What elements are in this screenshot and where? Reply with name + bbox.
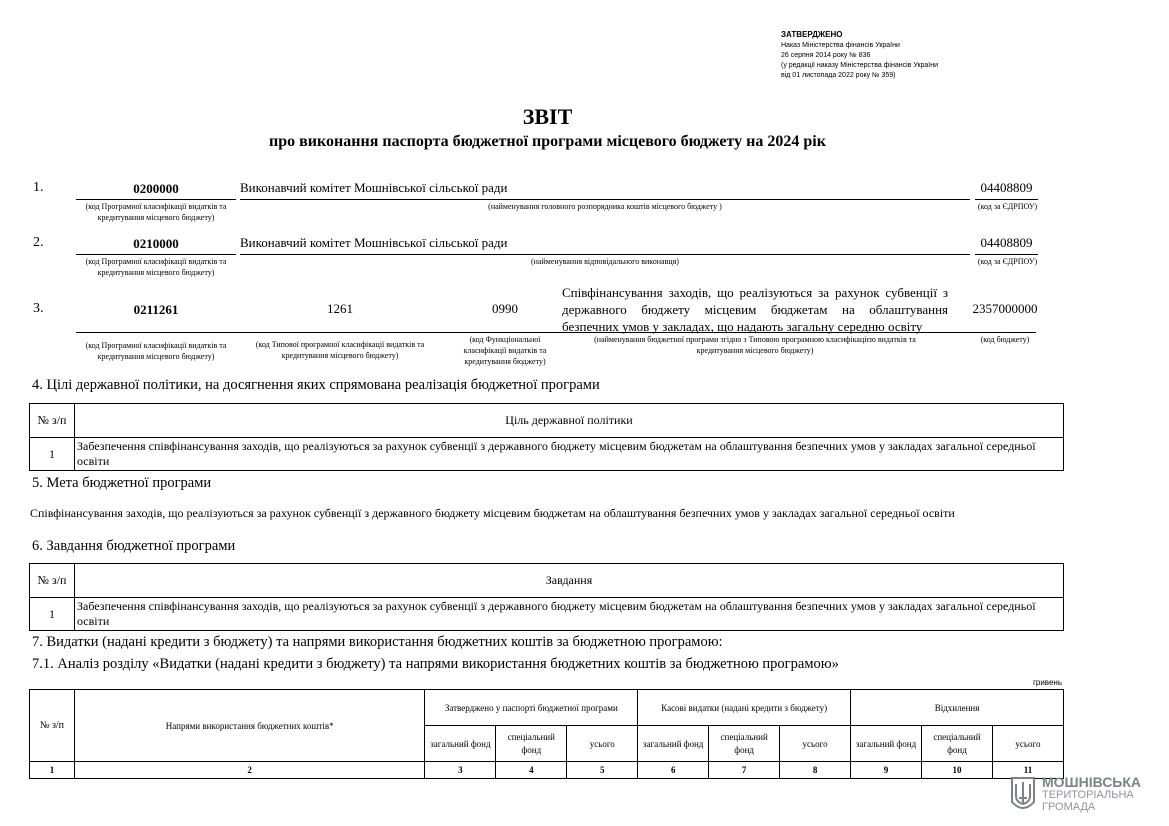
col-goal-header: Ціль державної політики bbox=[75, 404, 1064, 438]
row1-code-caption: (код Програмної класифікації видатків та кредитування місцевого бюджету) bbox=[85, 202, 227, 222]
row2-edrpou-line bbox=[975, 254, 1038, 255]
unit-label: гривень bbox=[1032, 678, 1062, 687]
row1-name-line bbox=[240, 199, 970, 200]
approval-header: ЗАТВЕРДЖЕНО bbox=[781, 30, 843, 39]
policy-goals-table bbox=[29, 403, 1064, 471]
row1-edrpou: 04408809 bbox=[980, 180, 1033, 195]
col-num-header: № з/п bbox=[30, 690, 75, 762]
group-approved-header: Затверджено у паспорті бюджетної програми bbox=[425, 690, 638, 726]
row2-executor-name: Виконавчий комітет Мошнівської сільської ради bbox=[240, 235, 508, 250]
row2-edrpou-caption: (код за ЄДРПОУ) bbox=[977, 257, 1038, 266]
row1-name-caption: (найменування головного розпорядника коштів місцевого бюджету ) bbox=[488, 202, 722, 211]
row2-name-caption: (найменування відповідального виконавця) bbox=[531, 257, 679, 266]
group-cash-header: Касові видатки (надані кредити з бюджету) bbox=[638, 690, 851, 726]
row2-name-line bbox=[240, 254, 970, 255]
row3-fkv-code: 0990 bbox=[492, 301, 518, 316]
expenditure-table bbox=[29, 689, 1064, 779]
col-number: 8 bbox=[780, 762, 851, 779]
program-goal-text: Співфінансування заходів, що реалізуються за рахунок субвенції з державного бюджету місцевим бюджетам на облаштування безпечних умов у закладах загальної середньої освіти bbox=[30, 506, 955, 520]
section7-heading: 7. Видатки (надані кредити з бюджету) та напрями використання бюджетних коштів за бюджетною програмою: bbox=[32, 634, 723, 650]
row3-name-caption: (найменування бюджетної програми згідно з Типовою програмною класифікацією видатків та кредитування місцевого бюджету) bbox=[594, 335, 916, 355]
approval-stamp bbox=[781, 30, 938, 81]
table-row bbox=[30, 598, 1064, 631]
row-text: Забезпечення співфінансування заходів, що реалізуються за рахунок субвенції з державного бюджету місцевим бюджетам на облаштування безпечних умов у закладах загальної середньої освіти bbox=[75, 598, 1064, 631]
row3-line bbox=[76, 332, 1036, 333]
approval-line: (у редакції наказу Міністерства фінансів України bbox=[781, 62, 939, 69]
row-num: 1 bbox=[30, 598, 75, 631]
row3-code-caption: (код Програмної класифікації видатків та кредитування місцевого бюджету) bbox=[85, 341, 227, 361]
col-number: 11 bbox=[992, 762, 1063, 779]
col-number: 1 bbox=[30, 762, 75, 779]
section6-heading: 6. Завдання бюджетної програми bbox=[32, 538, 236, 554]
table-row bbox=[30, 438, 1064, 471]
row3-program-code: 0211261 bbox=[133, 302, 179, 317]
row3-tpkv-caption: (код Типової програмної класифікації видатків та кредитування місцевого бюджету) bbox=[255, 340, 425, 360]
sub-special-fund: спеціальний фонд bbox=[496, 726, 567, 762]
row2-code-line bbox=[76, 254, 236, 255]
col-num-header: № з/п bbox=[30, 564, 75, 598]
sub-special-fund: спеціальний фонд bbox=[709, 726, 780, 762]
row1-edrpou-line bbox=[975, 199, 1038, 200]
sub-total: усього bbox=[567, 726, 638, 762]
row2-edrpou: 04408809 bbox=[980, 235, 1033, 250]
watermark-line1: МОШНІВСЬКА bbox=[1042, 774, 1142, 790]
col-task-header: Завдання bbox=[75, 564, 1064, 598]
sub-total: усього bbox=[780, 726, 851, 762]
col-number: 9 bbox=[851, 762, 922, 779]
group-deviation-header: Відхилення bbox=[851, 690, 1064, 726]
col-number: 5 bbox=[567, 762, 638, 779]
sub-general-fund: загальний фонд bbox=[638, 726, 709, 762]
col-number: 4 bbox=[496, 762, 567, 779]
row3-budget-caption: (код бюджету) bbox=[980, 335, 1030, 344]
sub-general-fund: загальний фонд bbox=[425, 726, 496, 762]
col-number: 2 bbox=[74, 762, 424, 779]
row3-fkv-caption: (код Функціональної класифікації видатків та кредитування бюджету) bbox=[463, 335, 547, 366]
row-num: 1 bbox=[30, 438, 75, 471]
row3-budget-code: 2357000000 bbox=[972, 301, 1038, 316]
row2-program-code: 0210000 bbox=[133, 236, 179, 251]
col-num-header: № з/п bbox=[30, 404, 75, 438]
row1-code-line bbox=[76, 199, 236, 200]
row1-edrpou-caption: (код за ЄДРПОУ) bbox=[977, 202, 1038, 211]
row-text: Забезпечення співфінансування заходів, що реалізуються за рахунок субвенції з державного бюджету місцевим бюджетам на облаштування безпечних умов у закладах загальної середньої освіти bbox=[75, 438, 1064, 471]
col-number: 7 bbox=[709, 762, 780, 779]
section5-heading: 5. Мета бюджетної програми bbox=[32, 475, 212, 491]
sub-special-fund: спеціальний фонд bbox=[921, 726, 992, 762]
report-title: ЗВІТ bbox=[522, 104, 573, 129]
approval-line: Наказ Міністерства фінансів України bbox=[781, 42, 900, 49]
community-watermark bbox=[1010, 775, 1160, 815]
column-numbers-row bbox=[30, 762, 1064, 779]
row3-number: 3. bbox=[33, 301, 44, 316]
row1-number: 1. bbox=[33, 180, 44, 195]
row2-number: 2. bbox=[33, 235, 44, 250]
row2-code-caption: (код Програмної класифікації видатків та кредитування місцевого бюджету) bbox=[85, 257, 227, 277]
trident-emblem-icon bbox=[1010, 776, 1036, 814]
sub-general-fund: загальний фонд bbox=[851, 726, 922, 762]
watermark-line3: ГРОМАДА bbox=[1042, 801, 1096, 813]
section71-heading: 7.1. Аналіз розділу «Видатки (надані кредити з бюджету) та напрями використання бюджетних коштів за бюджетною програмою» bbox=[32, 656, 839, 672]
col-number: 3 bbox=[425, 762, 496, 779]
tasks-table bbox=[29, 563, 1064, 631]
approval-line: 26 серпня 2014 року № 836 bbox=[781, 52, 871, 59]
row1-manager-name: Виконавчий комітет Мошнівської сільської ради bbox=[240, 180, 508, 195]
watermark-line2: ТЕРИТОРІАЛЬНА bbox=[1042, 789, 1134, 801]
row1-program-code: 0200000 bbox=[133, 181, 179, 196]
row3-program-name: Співфінансування заходів, що реалізуються за рахунок субвенції з державного бюджету місцевим бюджетам на облаштування безпечних умов у закладах, що надають загальну середню освіту bbox=[562, 285, 948, 334]
col-number: 6 bbox=[638, 762, 709, 779]
report-subtitle: про виконання паспорта бюджетної програми місцевого бюджету на 2024 рік bbox=[269, 133, 826, 150]
approval-line: від 01 листопада 2022 року № 359) bbox=[781, 72, 896, 79]
col-number: 10 bbox=[921, 762, 992, 779]
col-direction-header: Напрями використання бюджетних коштів* bbox=[74, 690, 424, 762]
sub-total: усього bbox=[992, 726, 1063, 762]
row3-tpkv-code: 1261 bbox=[327, 301, 353, 316]
section4-heading: 4. Цілі державної політики, на досягнення яких спрямована реалізація бюджетної програми bbox=[32, 377, 600, 393]
